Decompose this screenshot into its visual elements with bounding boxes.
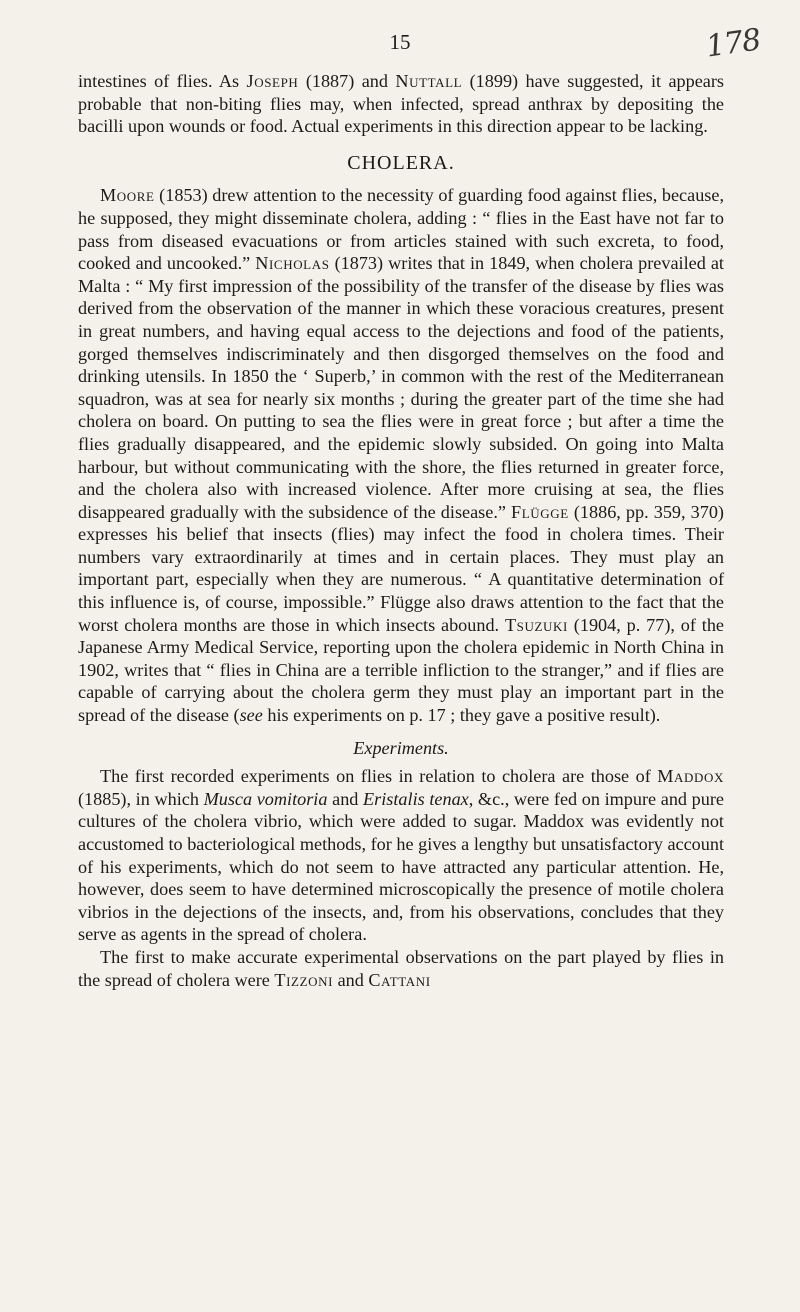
paragraph-experiments: The first recorded experiments on flies in relation to cholera are those of Maddox (1885), in which Musca vomitoria and Eristalis tenax, &c., were fed on impure and pure cultures of the cholera vibrio, which were added to sugar. Maddox was evidently not accustomed to bacteriological methods, for he gives a lengthy but unsatisfactory account of his experiments, which do not seem to have attracted any particular attention. He, however, does seem to have determined microscopically the presence of motile cholera vibrios in the dejections of the insects, and, from his observations, concludes that they serve as agents in the spread of cholera. xyxy=(78,766,724,945)
page-body xyxy=(78,70,724,991)
author-name: Nicholas xyxy=(255,253,330,274)
author-name: Moore xyxy=(100,185,155,206)
author-name: Maddox xyxy=(657,766,724,787)
section-heading-cholera: CHOLERA. xyxy=(347,151,455,174)
paragraph-cholera: Moore (1853) drew attention to the necessity of guarding food against flies, because, he supposed, they might disseminate cholera, adding : “ flies in the East have not far to pass from diseased evacuations or from articles stained with such excreta, to food, cooked and uncooked.” Nicholas (1873) writes that in 1849, when cholera prevailed at Malta : “ My first impression of the possibility of the transfer of the disease by flies was derived from the observation of the manner in which these voracious creatures, present in great numbers, and having equal access to the dejections and food of the patients, gorged themselves indiscriminately and then disgorged themselves on the food and drinking utensils. In 1850 the ‘ Superb,’ in common with the rest of the Mediterranean squadron, was at sea for nearly six months ; during the greater part of the time she had cholera on board. On putting to sea the flies were in great force ; but after a time the flies gradually disappeared, and the epidemic slowly subsided. On going into Malta harbour, but without communicating with the shore, the flies returned in greater force, and the cholera also with increased violence. After more cruising at sea, the flies disappeared gradually with the subsidence of the disease.” Flügge (1886, pp. 359, 370) expresses his belief that insects (flies) may infect the food in cholera times. Their numbers vary extraordinarily at times and in certain places. They must play an important part, especially when they are numerous. “ A quantitative determination of this influence is, of course, impossible.” Flügge also draws attention to the fact that the worst cholera months are those in which insects abound. Tsuzuki (1904, p. 77), of the Japanese Army Medical Service, reporting upon the cholera epidemic in North China in 1902, writes that “ flies in China are a terrible infliction to the stranger,” and if flies are capable of carrying about the cholera germ they must play an important part in the spread of the disease (see his experiments on p. 17 ; they gave a positive result). xyxy=(78,185,725,726)
paragraph-anthrax: intestines of flies. As Joseph (1887) and Nuttall (1899) have suggested, it appears probable that non-biting flies may, when infected, spread anthrax by depositing the bacilli upon wounds or food. Actual experiments in this direction appear to be lacking. xyxy=(78,71,724,137)
author-name: Tsuzuki xyxy=(504,614,568,635)
author-name: Joseph xyxy=(246,71,299,91)
author-name: Tizzoni xyxy=(274,969,334,990)
author-name: Nuttall xyxy=(395,71,463,91)
author-name: Flügge xyxy=(511,501,569,522)
subheading-experiments: Experiments. xyxy=(353,737,449,758)
paragraph-tizzoni-cattani: The first to make accurate experimental observations on the part played by flies in the spread of cholera were Tizzoni and Cattani xyxy=(78,946,724,990)
handwritten-note-text: 178 xyxy=(703,22,763,65)
page-number: 15 xyxy=(389,30,411,54)
species-name: Eristalis tenax xyxy=(363,788,469,809)
species-name: Musca vomitoria xyxy=(203,788,328,809)
author-name: Cattani xyxy=(368,969,431,990)
